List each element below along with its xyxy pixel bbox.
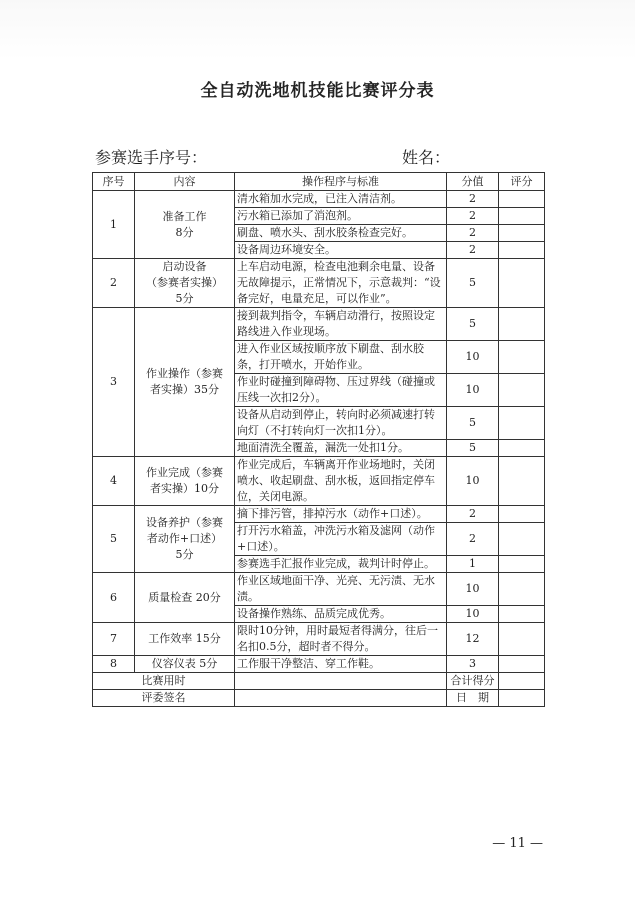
section-number: 8 xyxy=(93,656,135,673)
table-row xyxy=(93,457,545,506)
col-header-procedure: 操作程序与标准 xyxy=(235,173,447,191)
section-content-line: 作业完成（参赛 xyxy=(146,466,223,479)
point-value: 2 xyxy=(447,242,499,259)
point-value: 2 xyxy=(447,208,499,225)
score-cell[interactable] xyxy=(499,440,545,457)
procedure-text: 清水箱加水完成，已注入清洁剂。 xyxy=(235,191,447,208)
score-cell[interactable] xyxy=(499,225,545,242)
procedure-text: 摘下排污管，排掉污水（动作+口述）。 xyxy=(235,506,447,523)
score-cell[interactable] xyxy=(499,656,545,673)
score-cell[interactable] xyxy=(499,208,545,225)
procedure-text: 设备周边环境安全。 xyxy=(235,242,447,259)
point-value: 10 xyxy=(447,341,499,374)
point-value: 2 xyxy=(447,506,499,523)
section-content-line: 作业操作（参赛 xyxy=(146,367,223,380)
point-value: 2 xyxy=(447,225,499,242)
page-title: 全自动洗地机技能比赛评分表 xyxy=(200,81,435,101)
procedure-text: 地面清洗全覆盖，漏洗一处扣1分。 xyxy=(235,440,447,457)
section-content-line: 者动作+口述） xyxy=(146,532,223,545)
section-content-line: 工作效率 15分 xyxy=(148,632,221,645)
point-value: 3 xyxy=(447,656,499,673)
procedure-text: 设备从启动到停止，转向时必须减速打转向灯（不打转向灯一次扣1分）。 xyxy=(235,407,447,440)
section-content xyxy=(135,308,235,457)
judge-signature-cell[interactable] xyxy=(235,690,447,707)
date-cell[interactable] xyxy=(499,690,545,707)
section-content-line: 5分 xyxy=(175,292,194,305)
procedure-text: 设备操作熟练、品质完成优秀。 xyxy=(235,606,447,623)
score-cell[interactable] xyxy=(499,523,545,556)
section-content xyxy=(135,259,235,308)
score-cell[interactable] xyxy=(499,407,545,440)
point-value: 5 xyxy=(447,440,499,457)
scan-smudge xyxy=(0,0,635,60)
point-value: 5 xyxy=(447,308,499,341)
procedure-text: 作业区域地面干净、光亮、无污渍、无水渍。 xyxy=(235,573,447,606)
section-content-line: 者实操）10分 xyxy=(150,482,219,495)
total-cell[interactable] xyxy=(499,673,545,690)
total-label: 合计得分 xyxy=(447,673,499,690)
section-content-line: 仪容仪表 5分 xyxy=(151,657,218,670)
section-content-line: 者实操）35分 xyxy=(150,383,219,396)
name-label: 姓名： xyxy=(402,148,451,167)
score-cell[interactable] xyxy=(499,242,545,259)
section-content-line: 准备工作 xyxy=(162,209,207,223)
score-table xyxy=(92,172,545,707)
time-label: 比赛用时 xyxy=(93,673,235,690)
point-value: 1 xyxy=(447,556,499,573)
score-cell[interactable] xyxy=(499,374,545,407)
section-number: 7 xyxy=(93,623,135,656)
section-content-line: 8分 xyxy=(175,225,194,239)
score-cell[interactable] xyxy=(499,457,545,506)
score-cell[interactable] xyxy=(499,259,545,308)
table-row xyxy=(93,623,545,656)
section-content-line: 启动设备 xyxy=(162,260,207,273)
section-content-line: 设备养护（参赛 xyxy=(146,516,223,529)
section-number: 6 xyxy=(93,573,135,623)
score-cell[interactable] xyxy=(499,341,545,374)
table-row xyxy=(93,573,545,606)
point-value: 5 xyxy=(447,259,499,308)
procedure-text: 上车启动电源，检查电池剩余电量、设备无故障提示，正常情况下，示意裁判：“设备完好，电量充足，可以作业”。 xyxy=(235,259,447,308)
section-content xyxy=(135,656,235,673)
score-cell[interactable] xyxy=(499,623,545,656)
section-content-line: 质量检查 20分 xyxy=(148,590,221,604)
section-number: 3 xyxy=(93,308,135,457)
section-number: 5 xyxy=(93,506,135,573)
date-label: 日 期 xyxy=(447,690,499,707)
score-cell[interactable] xyxy=(499,506,545,523)
procedure-text: 进入作业区域按顺序放下刷盘、刮水胶条，打开喷水，开始作业。 xyxy=(235,341,447,374)
score-cell[interactable] xyxy=(499,573,545,606)
procedure-text: 限时10分钟，用时最短者得满分，往后一名扣0.5分，超时者不得分。 xyxy=(235,623,447,656)
procedure-text: 作业完成后，车辆离开作业场地时，关闭喷水、收起刷盘、刮水板，返回指定停车位，关闭电源。 xyxy=(235,457,447,506)
col-header-score: 评分 xyxy=(499,173,545,191)
section-content xyxy=(135,457,235,506)
page-number: — 11 — xyxy=(492,836,543,851)
footer-row-judge xyxy=(93,690,545,707)
point-value: 10 xyxy=(447,374,499,407)
section-content xyxy=(135,623,235,656)
section-number: 2 xyxy=(93,259,135,308)
score-cell[interactable] xyxy=(499,308,545,341)
col-header-no: 序号 xyxy=(93,173,135,191)
table-row xyxy=(93,259,545,308)
footer-row-time xyxy=(93,673,545,690)
procedure-text: 打开污水箱盖，冲洗污水箱及滤网（动作+口述）。 xyxy=(235,523,447,556)
judge-label: 评委签名 xyxy=(93,690,235,707)
score-cell[interactable] xyxy=(499,191,545,208)
point-value: 2 xyxy=(447,523,499,556)
point-value: 12 xyxy=(447,623,499,656)
table-row xyxy=(93,308,545,341)
point-value: 5 xyxy=(447,407,499,440)
point-value: 10 xyxy=(447,457,499,506)
section-content xyxy=(135,506,235,573)
procedure-text: 参赛选手汇报作业完成，裁判计时停止。 xyxy=(235,556,447,573)
time-cell[interactable] xyxy=(235,673,447,690)
table-row xyxy=(93,191,545,208)
section-content xyxy=(135,573,235,623)
procedure-text: 工作服干净整洁、穿工作鞋。 xyxy=(235,656,447,673)
col-header-content: 内容 xyxy=(135,173,235,191)
procedure-text: 刷盘、喷水头、刮水胶条检查完好。 xyxy=(235,225,447,242)
section-content-line: （参赛者实操） xyxy=(146,276,223,289)
table-header-row xyxy=(93,173,545,191)
point-value: 10 xyxy=(447,606,499,623)
section-content xyxy=(135,191,235,259)
section-number: 1 xyxy=(93,191,135,259)
point-value: 10 xyxy=(447,573,499,606)
table-row xyxy=(93,656,545,673)
point-value: 2 xyxy=(447,191,499,208)
procedure-text: 作业时碰撞到障碍物、压过界线（碰撞或压线一次扣2分）。 xyxy=(235,374,447,407)
procedure-text: 污水箱已添加了消泡剂。 xyxy=(235,208,447,225)
section-content-line: 5分 xyxy=(175,548,194,561)
score-cell[interactable] xyxy=(499,606,545,623)
col-header-value: 分值 xyxy=(447,173,499,191)
section-number: 4 xyxy=(93,457,135,506)
score-cell[interactable] xyxy=(499,556,545,573)
procedure-text: 接到裁判指令，车辆启动滑行，按照设定路线进入作业现场。 xyxy=(235,308,447,341)
contestant-no-label: 参赛选手序号： xyxy=(95,148,208,167)
table-row xyxy=(93,506,545,523)
